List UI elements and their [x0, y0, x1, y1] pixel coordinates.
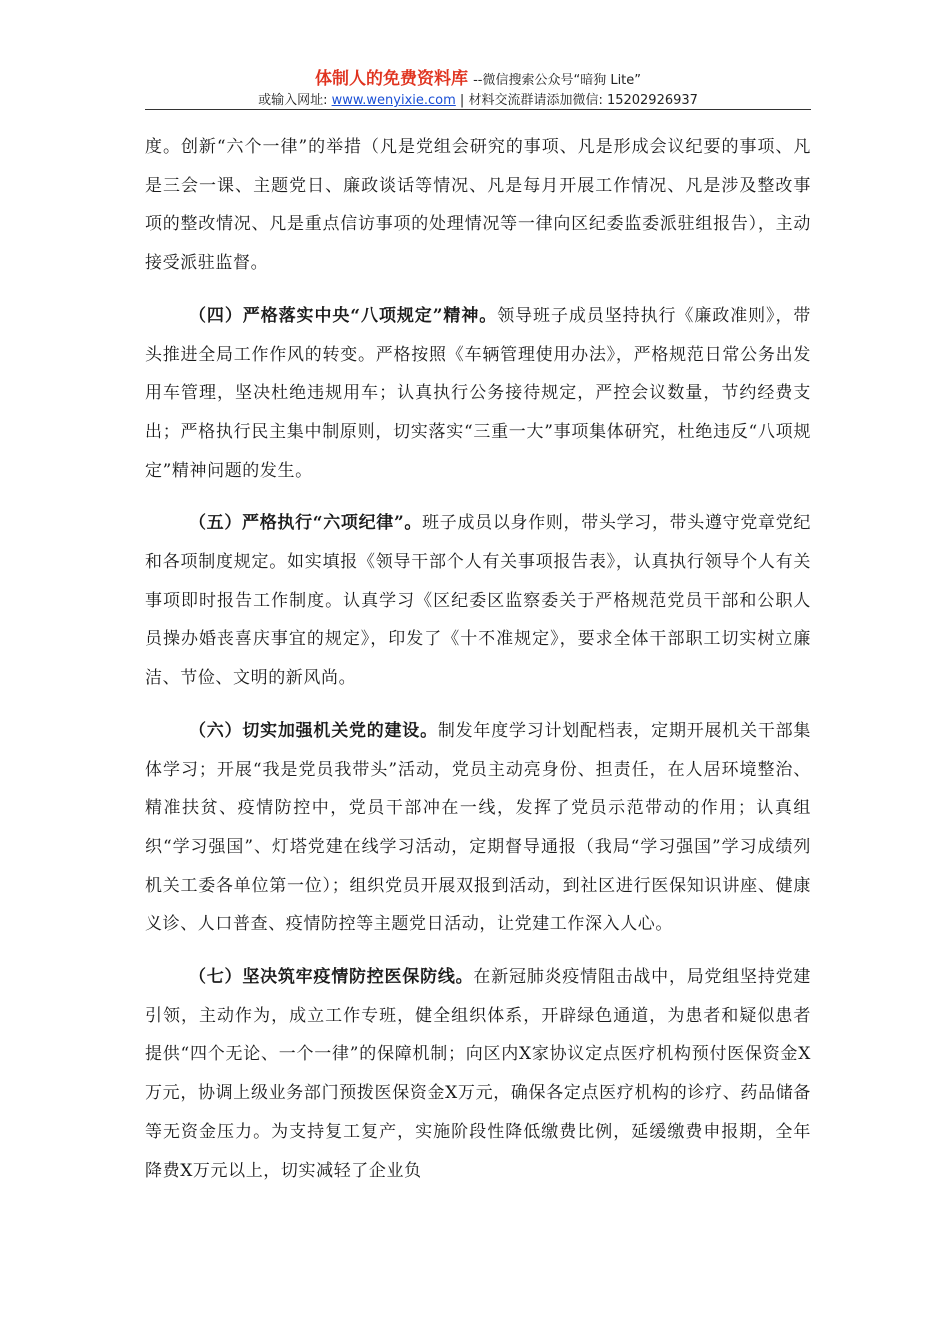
paragraph-continuation — [145, 128, 811, 283]
paragraph-text: 领导班子成员坚持执行《廉政准则》，带头推进全局工作作风的转变。严格按照《车辆管理使用办法》，严格规范日常公务出发用车管理，坚决杜绝违规用车；认真执行公务接待规定，严控会议数量，节约经费支出；严格执行民主集中制原则，切实落实“三重一大”事项集体研究，杜绝违反“八项规定”精神问题的发生。 — [145, 305, 811, 481]
paragraph-heading: （六）切实加强机关党的建设。 — [189, 720, 438, 741]
header-website-link[interactable]: www.wenyixie.com — [331, 93, 456, 108]
paragraph-section-4 — [145, 297, 811, 491]
header-line-1 — [145, 68, 811, 92]
header-brand: 体制人的免费资料库 — [314, 69, 468, 89]
header-contact: | 材料交流群请添加微信: 15202926937 — [455, 93, 698, 108]
paragraph-gap — [145, 944, 811, 958]
header-line-2 — [145, 92, 811, 110]
header-divider — [145, 109, 811, 110]
paragraph-gap — [145, 698, 811, 712]
paragraph-text: 在新冠肺炎疫情阻击战中，局党组坚持党建引领，主动作为，成立工作专班，健全组织体系，开辟绿色通道，为患者和疑似患者提供“四个无论、一个一律”的保障机制；向区内X家协议定点医疗机构预付医保资金X万元，协调上级业务部门预拨医保资金X万元，确保各定点医疗机构的诊疗、药品储备等无资金压力。为支持复工复产，实施阶段性降低缴费比例，延缓缴费申报期，全年降费X万元以上，切实减轻了企业负 — [145, 967, 811, 1181]
paragraph-gap — [145, 283, 811, 297]
paragraph-gap — [145, 490, 811, 504]
paragraph-section-5 — [145, 504, 811, 698]
document-body — [145, 128, 811, 1190]
paragraph-text: 度。创新“六个一律”的举措（凡是党组会研究的事项、凡是形成会议纪要的事项、凡是三会一课、主题党日、廉政谈话等情况、凡是每月开展工作情况、凡是涉及整改事项的整改情况、凡是重点信访事项的处理情况等一律向区纪委监委派驻组报告），主动接受派驻监督。 — [145, 137, 811, 274]
paragraph-heading: （七）坚决筑牢疫情防控医保防线。 — [189, 967, 474, 988]
paragraph-text: 制发年度学习计划配档表，定期开展机关干部集体学习；开展“我是党员我带头”活动，党员主动亮身份、担责任，在人居环境整治、精准扶贫、疫情防控中，党员干部冲在一线，发挥了党员示范带动的作用；认真组织“学习强国”、灯塔党建在线学习活动，定期督导通报（我局“学习强国”学习成绩列机关工委各单位第一位）；组织党员开展双报到活动，到社区进行医保知识讲座、健康义诊、人口普查、疫情防控等主题党日活动，让党建工作深入人心。 — [145, 720, 811, 935]
paragraph-text: 班子成员以身作则，带头学习，带头遵守党章党纪和各项制度规定。如实填报《领导干部个人有关事项报告表》，认真执行领导个人有关事项即时报告工作制度。认真学习《区纪委区监察委关于严格规范党员干部和公职人员操办婚丧喜庆事宜的规定》，印发了《十不准规定》，要求全体干部职工切实树立廉洁、节俭、文明的新风尚。 — [145, 513, 811, 689]
header-url-prefix: 或输入网址: — [258, 93, 332, 108]
paragraph-section-6 — [145, 712, 811, 944]
paragraph-section-7 — [145, 958, 811, 1190]
page-header — [145, 68, 811, 110]
paragraph-heading: （四）严格落实中央“八项规定”精神。 — [189, 305, 498, 326]
header-wechat-note: --微信搜索公众号“暗狗 Lite” — [473, 73, 642, 88]
paragraph-heading: （五）严格执行“六项纪律”。 — [189, 513, 423, 534]
